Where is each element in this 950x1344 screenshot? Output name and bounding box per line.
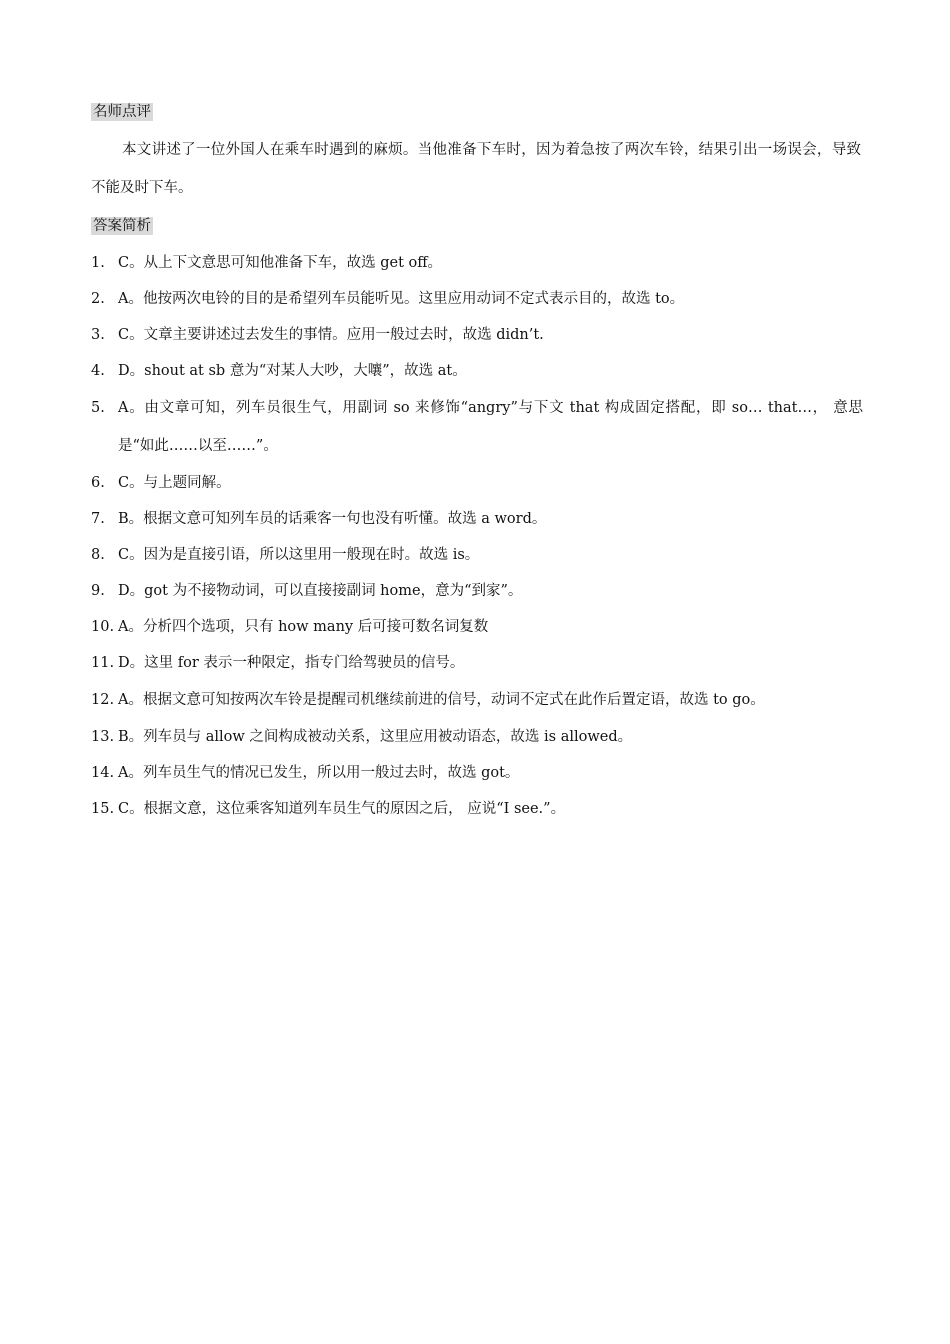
answer-text: A。根据文意可知按两次车铃是提醒司机继续前进的信号，动词不定式在此作后置定语，故选 to go。 bbox=[118, 692, 765, 708]
answer-item-7 bbox=[91, 501, 863, 537]
answer-item-1 bbox=[91, 245, 863, 281]
answer-number: 13. bbox=[91, 729, 115, 745]
answer-item-10 bbox=[91, 609, 863, 645]
answer-number: 15. bbox=[91, 801, 115, 817]
answer-text: D。这里 for 表示一种限定，指专门给驾驶员的信号。 bbox=[118, 655, 465, 671]
answer-number: 3. bbox=[91, 327, 105, 343]
answer-text: C。文章主要讲述过去发生的事情。应用一般过去时，故选 didn’t. bbox=[118, 327, 544, 343]
answer-number: 12. bbox=[91, 692, 115, 708]
answer-item-15 bbox=[91, 791, 863, 827]
answer-item-4 bbox=[91, 353, 863, 389]
answer-item-2 bbox=[91, 281, 863, 317]
answer-number: 8. bbox=[91, 547, 105, 563]
answer-text: B。列车员与 allow 之间构成被动关系，这里应用被动语态，故选 is allowed。 bbox=[118, 729, 633, 745]
answer-item-3 bbox=[91, 317, 863, 353]
answer-text: A。分析四个选项，只有 how many 后可接可数名词复数 bbox=[118, 619, 489, 635]
answer-text: C。从上下文意思可知他准备下车，故选 get off。 bbox=[118, 255, 443, 271]
answer-text: A。他按两次电铃的目的是希望列车员能听见。这里应用动词不定式表示目的，故选 to。 bbox=[118, 291, 685, 307]
answer-number: 10. bbox=[91, 619, 115, 635]
answer-text: A。列车员生气的情况已发生，所以用一般过去时，故选 got。 bbox=[118, 765, 520, 781]
answer-number: 4. bbox=[91, 363, 105, 379]
answer-number: 7. bbox=[91, 511, 105, 527]
answer-number: 9. bbox=[91, 583, 105, 599]
answer-text: A。由文章可知，列车员很生气，用副词 so 来修饰“angry”与下文 that 构成固定搭配，即 so… that…， 意思是“如此……以至……”。 bbox=[118, 400, 863, 454]
answer-list bbox=[91, 245, 863, 827]
answer-item-5 bbox=[91, 389, 863, 465]
answer-number: 14. bbox=[91, 765, 115, 781]
answers-heading: 答案简析 bbox=[93, 218, 151, 234]
answer-item-14 bbox=[91, 755, 863, 791]
answer-text: B。根据文意可知列车员的话乘客一句也没有听懂。故选 a word。 bbox=[118, 511, 547, 527]
answer-text: D。got 为不接物动词，可以直接接副词 home，意为“到家”。 bbox=[118, 583, 523, 599]
answer-number: 11. bbox=[91, 655, 115, 671]
answer-item-6 bbox=[91, 465, 863, 501]
answer-number: 2. bbox=[91, 291, 105, 307]
answer-item-11 bbox=[91, 645, 863, 681]
answer-item-9 bbox=[91, 573, 863, 609]
answer-item-12 bbox=[91, 681, 863, 719]
answer-item-13 bbox=[91, 719, 863, 755]
answer-number: 1. bbox=[91, 255, 105, 271]
answer-number: 6. bbox=[91, 475, 105, 491]
answer-number: 5. bbox=[91, 400, 105, 416]
review-paragraph: 本文讲述了一位外国人在乘车时遇到的麻烦。当他准备下车时，因为着急按了两次车铃，结果引出一场误会，导致不能及时下车。 bbox=[91, 142, 861, 196]
review-heading: 名师点评 bbox=[93, 104, 151, 120]
answer-text: C。根据文意，这位乘客知道列车员生气的原因之后， 应说“I see.”。 bbox=[118, 801, 566, 817]
answer-item-8 bbox=[91, 537, 863, 573]
answer-text: C。因为是直接引语，所以这里用一般现在时。故选 is。 bbox=[118, 547, 480, 563]
answer-text: D。shout at sb 意为“对某人大吵，大嚷”，故选 at。 bbox=[118, 363, 467, 379]
answer-text: C。与上题同解。 bbox=[118, 475, 231, 491]
